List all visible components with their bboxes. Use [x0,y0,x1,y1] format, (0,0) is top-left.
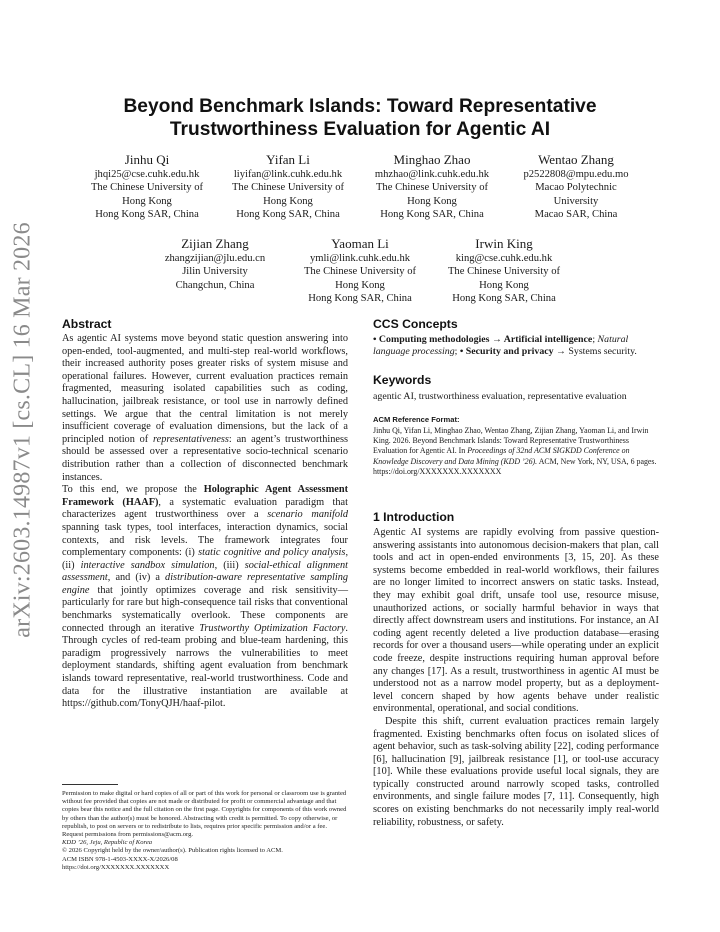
author-block [424,236,584,305]
author-email: p2522808@mpu.edu.mo [523,169,629,180]
author-name: Yaoman Li [331,236,389,251]
author-name: Wentao Zhang [538,152,614,167]
author-affiliation: Hong Kong [407,195,457,207]
copyright-line: © 2026 Copyright held by the owner/author(s). Publication rights licensed to ACM. [62,847,283,855]
author-email: liyifan@link.cuhk.edu.hk [233,169,343,180]
author-email: mhzhao@link.cuhk.edu.hk [374,169,490,180]
conference-venue: KDD ’26, Jeju, Republic of Korea [62,839,153,847]
author-affiliation: The Chinese University of [90,182,204,194]
introduction-heading: 1 Introduction [373,510,455,524]
doi-line: https://doi.org/XXXXXXX.XXXXXXX [62,863,170,871]
author-location: Macao SAR, China [534,208,618,220]
author-name: Yifan Li [266,152,310,167]
footnote-rule [62,784,118,785]
author-email: king@cse.cuhk.edu.hk [455,253,553,264]
author-affiliation: The Chinese University of [303,266,417,278]
author-block [67,152,227,221]
abstract-heading: Abstract [62,317,112,331]
author-name: Jinhu Qi [124,152,170,167]
author-location: Hong Kong SAR, China [236,208,340,220]
author-affiliation: Jilin University [182,266,248,278]
author-block [352,152,512,221]
author-location: Hong Kong SAR, China [452,292,556,304]
author-block [280,236,440,305]
ccs-concepts: • Computing methodologies → Artificial intelligence; Natural language processing; • Security and privacy → Systems security. [373,334,637,358]
author-location: Changchun, China [175,279,255,291]
introduction-paragraph-2: Despite this shift, current evaluation practices remain largely fragmented. Existing benchmarks often focus on isolated slices of agent behavior, such as task-solving ability [22], coding performance [6], hallucination [9], jailbreak resistance [1], or tool-use accuracy [10]. While these evaluations provide useful local signals, they are typically constructed around narrowly scoped tasks, controlled environments, and single failure modes [7, 11]. Consequently, high scores on existing benchmarks do not necessarily imply real-world reliability, robustness, or safety. [373,715,659,828]
author-affiliation: Hong Kong [479,279,529,291]
author-block [135,236,295,292]
author-block [496,152,656,221]
introduction-paragraph-1: Agentic AI systems are rapidly evolving from passive question-answering assistants into autonomous decision-makers that plan, call tools and act in open-ended environments [3, 15, 20]. As these systems become embedded in real-world workflows, their failures are no longer limited to incorrect answers on static tasks. Instead, they may exhibit goal drift, unsafe tool use, resource misuse, unauthorized actions, or socially harmful behavior in ways that directly affect downstream users and institutions. For instance, an AI coding agent recently deleted a live production database—erasing records for over a thousand users—while operating under an explicit code freeze, despite instructions requiring human approval before any changes [17]. As a result, trustworthiness in agentic AI must be understood not as a narrow model property, but as a deployment-level concern shaped by how agents behave under realistic environmental, operational, and social conditions. [373,527,659,715]
author-email: ymli@link.cuhk.edu.hk [309,253,411,264]
keywords-text: agentic AI, trustworthiness evaluation, representative evaluation [373,391,627,402]
author-affiliation: The Chinese University of [231,182,345,194]
author-name: Minghao Zhao [393,152,471,167]
author-affiliation: University [553,195,599,207]
paper-title [100,95,620,141]
author-location: Hong Kong SAR, China [308,292,412,304]
title-line-2: Trustworthiness Evaluation for Agentic AI [169,119,551,140]
author-email: jhqi25@cse.cuhk.edu.hk [94,169,200,180]
arxiv-stamp [6,150,40,710]
author-affiliation: The Chinese University of [375,182,489,194]
author-affiliation: Macao Polytechnic [535,182,617,194]
author-name: Zijian Zhang [181,236,249,251]
author-affiliation: The Chinese University of [447,266,561,278]
arxiv-identifier: arXiv:2603.14987v1 [cs.CL] 16 Mar 2026 [9,222,36,638]
abstract-body [62,333,348,711]
acm-reference-text: Jinhu Qi, Yifan Li, Minghao Zhao, Wentao Zhang, Zijian Zhang, Yaoman Li, and Irwin King. 2026. Beyond Benchmark Islands: Toward Representative Trustworthiness Evaluation for Agentic AI. In Proceedings of 32nd ACM SIGKDD Conference on Knowledge Discovery and Data Mining (KDD ’26). ACM, New York, NY, USA, 6 pages. https://doi.org/XXXXXXX.XXXXXXX [373,426,657,476]
author-email: zhangzijian@jlu.edu.cn [164,253,266,264]
author-block [208,152,368,221]
keywords-heading: Keywords [373,373,432,387]
permission-text: Permission to make digital or hard copies of all or part of this work for personal or classroom use is granted without fee provided that copies are not made or distributed for profit or commercial advantage and that copies bear this notice and the full citation on the first page. Copyrights for components of this work owned by others than the author(s) must be honored. Abstracting with credit is permitted. To copy otherwise, or republish, to post on servers or to redistribute to lists, requires prior specific permission and/or a fee. Request permissions from permissions@acm.org. [62,790,347,839]
acm-reference-heading: ACM Reference Format: [373,415,460,424]
title-line-1: Beyond Benchmark Islands: Toward Representative [123,96,597,117]
author-affiliation: Hong Kong [122,195,172,207]
author-affiliation: Hong Kong [263,195,313,207]
abstract-paragraph-1: As agentic AI systems move beyond static question answering into open-ended, tool-augmented, and multi-step real-world workflows, their increased authority poses greater risks of system misuse and operational failures. However, current evaluation practices remain fragmented, measuring isolated capabilities such as coding, hallucination, jailbreak resistance, or tool use in narrowly defined settings. We argue that the central limitation is not merely insufficient coverage of evaluation dimensions, but the lack of a principled notion of representativeness: an agent’s trustworthiness should be assessed over a representative socio-technical scenario distribution rather than a collection of disconnected benchmark instances. [62,333,348,483]
author-affiliation: Hong Kong [335,279,385,291]
abstract-paragraph-2: To this end, we propose the Holographic Agent Assessment Framework (HAAF), a systematic evaluation paradigm that characterizes agent trustworthiness over a scenario manifold spanning task types, tool interfaces, interaction dynamics, social contexts, and risk levels. The framework integrates four complementary components: (i) static cognitive and policy analysis, (ii) interactive sandbox simulation, (iii) social-ethical alignment assessment, and (iv) a distribution-aware representative sampling engine that jointly optimizes coverage and risk sensitivity—particularly for rare but high-consequence tail risks that conventional benchmarks systematically overlook. These components are connected through an iterative Trustworthy Optimization Factory. Through cycles of red-team probing and blue-team hardening, this paradigm progressively narrows the vulnerabilities to meet deployment standards, shifting agent evaluation from benchmark islands toward representative, real-world trustworthiness. Code and data for the illustrative instantiation are available at https://github.com/TonyQJH/haaf-pilot. [62,484,349,710]
author-location: Hong Kong SAR, China [95,208,199,220]
isbn-line: ACM ISBN 978-1-4503-XXXX-X/2026/08 [62,855,178,863]
permission-notice [62,790,348,872]
author-name: Irwin King [475,236,533,251]
introduction-body [373,527,659,829]
author-location: Hong Kong SAR, China [380,208,484,220]
ccs-heading: CCS Concepts [373,317,458,331]
